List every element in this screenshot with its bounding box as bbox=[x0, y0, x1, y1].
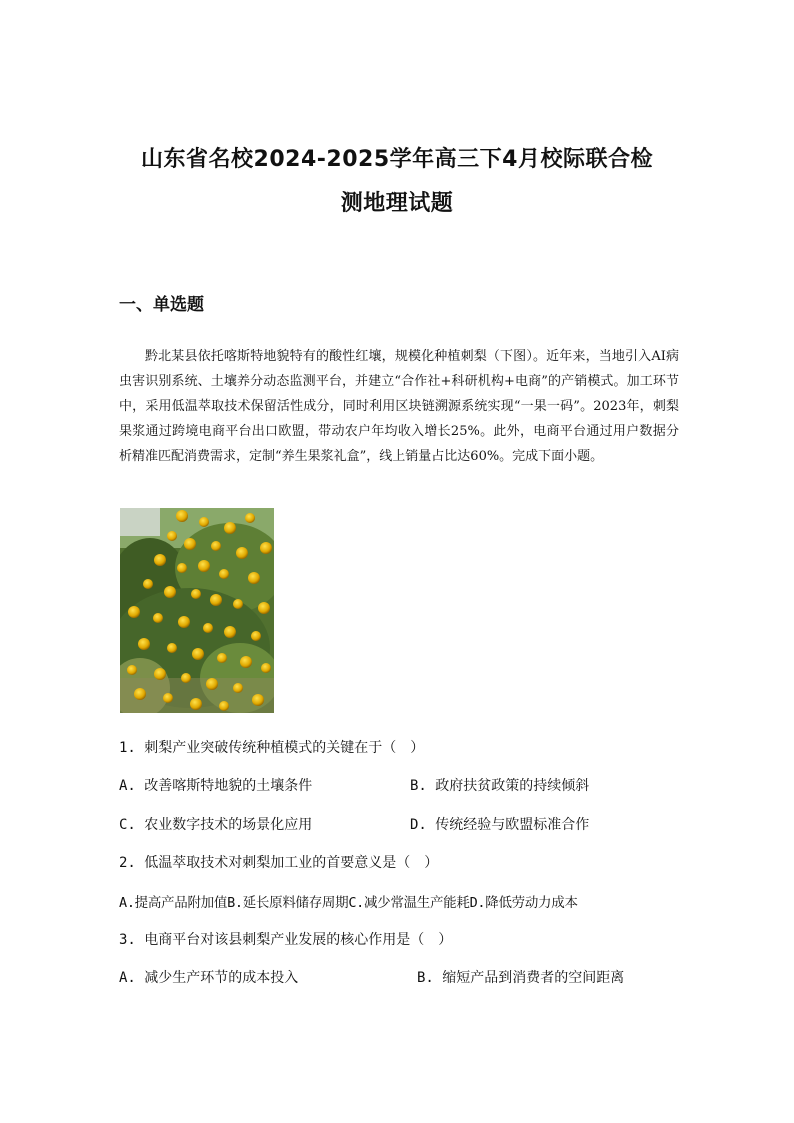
document-title bbox=[100, 138, 694, 226]
roxburgh-rose-photo bbox=[120, 508, 274, 713]
q1-option-a[interactable]: A. 改善喀斯特地貌的土壤条件 bbox=[119, 778, 313, 794]
question-1-stem: 1. 刺梨产业突破传统种植模式的关键在于（ ） bbox=[119, 740, 425, 756]
q2-option-d[interactable]: D.降低劳动力成本 bbox=[469, 895, 578, 911]
question-3-stem: 3. 电商平台对该县刺梨产业发展的核心作用是（ ） bbox=[119, 932, 453, 948]
q1-option-d[interactable]: D. 传统经验与欧盟标准合作 bbox=[410, 817, 590, 833]
q2-options-row bbox=[119, 891, 578, 911]
q1-option-c[interactable]: C. 农业数字技术的场景化应用 bbox=[119, 817, 313, 833]
reading-passage: 黔北某县依托喀斯特地貌特有的酸性红壤，规模化种植刺梨（下图）。近年来，当地引入AI病虫害识别系统、土壤养分动态监测平台，并建立“合作社+科研机构+电商”的产销模式。加工环节中，采用低温萃取技术保留活性成分，同时利用区块链溯源系统实现“一果一码”。2023年，刺梨果浆通过跨境电商平台出口欧盟，带动农户年均收入增长25%。此外，电商平台通过用户数据分析精准匹配消费需求，定制“养生果浆礼盒”，线上销量占比达60%。完成下面小题。 bbox=[119, 349, 679, 464]
q2-option-b[interactable]: B.延长原料储存周期 bbox=[227, 895, 349, 911]
fruit-bush-image bbox=[120, 508, 274, 713]
q2-option-a[interactable]: A.提高产品附加值 bbox=[119, 895, 228, 911]
question-2-stem: 2. 低温萃取技术对刺梨加工业的首要意义是（ ） bbox=[119, 855, 439, 871]
q3-option-a[interactable]: A. 减少生产环节的成本投入 bbox=[119, 970, 299, 986]
title-line-1: 山东省名校2024-2025学年高三下4月校际联合检 bbox=[141, 147, 653, 172]
title-line-2: 测地理试题 bbox=[340, 191, 454, 216]
q2-option-c[interactable]: C.减少常温生产能耗 bbox=[348, 895, 470, 911]
section-heading: 一、单选题 bbox=[119, 295, 204, 315]
q1-option-b[interactable]: B. 政府扶贫政策的持续倾斜 bbox=[410, 778, 590, 794]
q3-option-b[interactable]: B. 缩短产品到消费者的空间距离 bbox=[417, 970, 625, 986]
